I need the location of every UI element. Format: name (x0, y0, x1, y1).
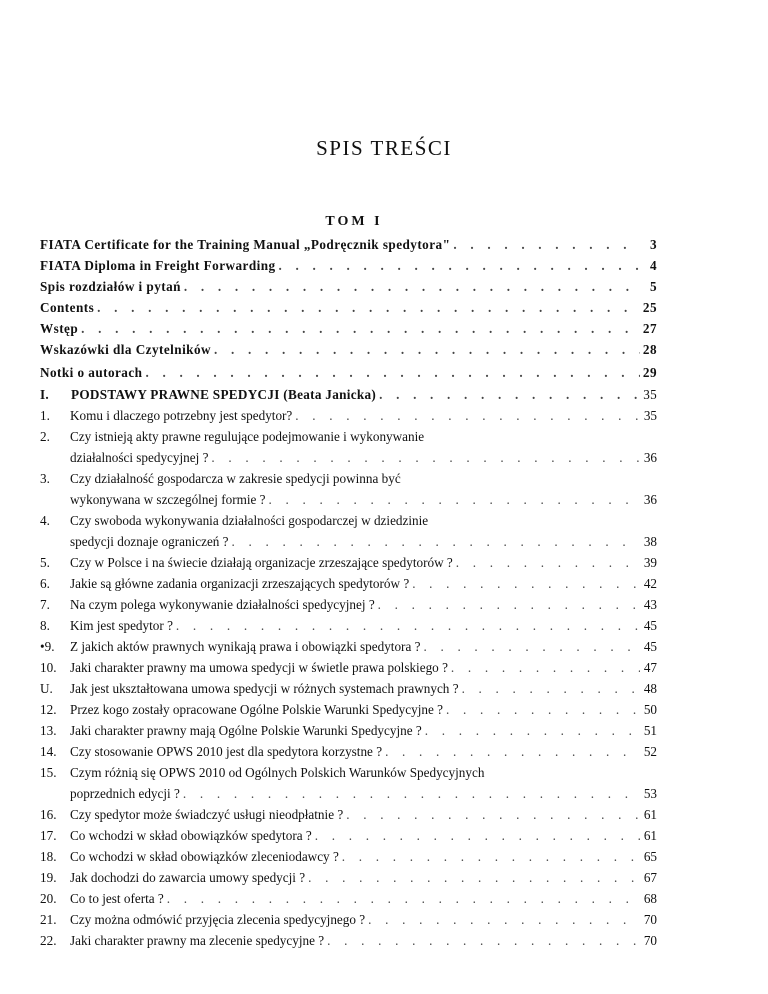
dot-leader (211, 447, 640, 468)
question-entry (40, 762, 657, 783)
entry-title: Czy stosowanie OPWS 2010 jest dla spedytora korzystne ? (70, 744, 383, 759)
page-title: SPIS TREŚCI (316, 136, 452, 160)
page-number: 53 (643, 786, 657, 801)
page-number: 70 (643, 933, 657, 948)
entry-title: Jaki charakter prawny mają Ogólne Polskie Warunki Spedycyjne ? (70, 723, 422, 738)
entry-title: wykonywana w szczególnej formie ? (70, 492, 266, 507)
dot-leader (462, 678, 640, 699)
toc-entry (40, 255, 657, 276)
entry-title: Jaki charakter prawny ma umowa spedycji w świetle prawa polskiego ? (70, 660, 448, 675)
page-number: 50 (643, 702, 657, 717)
dot-leader (269, 489, 640, 510)
entry-title: Jaki charakter prawny ma zlecenie spedycyjne ? (70, 933, 325, 948)
entry-title: Spis rozdziałów i pytań (40, 279, 181, 294)
entry-title: Na czym polega wykonywanie działalności spedycyjnej ? (70, 597, 375, 612)
page-number: 5 (649, 279, 657, 294)
entry-title: Czym różnią się OPWS 2010 od Ogólnych Polskich Warunków Spedycyjnych (70, 765, 485, 780)
page-number: 3 (649, 237, 657, 252)
entry-title: Czy można odmówić przyjęcia zlecenia spedycyjnego ? (70, 912, 366, 927)
dot-leader (368, 909, 640, 930)
entry-number: 1. (40, 408, 50, 423)
dot-leader (145, 362, 639, 383)
question-entry (40, 930, 657, 951)
dot-leader (378, 594, 640, 615)
entry-number: 14. (40, 744, 57, 759)
dot-leader (423, 636, 640, 657)
question-entry (40, 552, 657, 573)
entry-title: Czy w Polsce i na świecie działają organizacje zrzeszające spedytorów ? (70, 555, 453, 570)
entry-number: 6. (40, 576, 50, 591)
dot-leader (315, 825, 640, 846)
dot-leader (425, 720, 640, 741)
question-entry (40, 594, 657, 615)
toc-entry (40, 276, 657, 297)
page-number: 65 (643, 849, 657, 864)
entry-title: Contents (40, 300, 95, 315)
dot-leader (456, 552, 640, 573)
page-number: 43 (643, 597, 657, 612)
entry-title: Czy spedytor może świadczyć usługi nieodpłatnie ? (70, 807, 344, 822)
entry-number: 22. (40, 933, 57, 948)
page-number: 47 (643, 660, 657, 675)
entry-title: Jakie są główne zadania organizacji zrzeszających spedytorów ? (70, 576, 410, 591)
page-number: 48 (643, 681, 657, 696)
question-entry (40, 657, 657, 678)
question-entry-continued (40, 447, 657, 468)
entry-number: 8. (40, 618, 50, 633)
entry-title: Notki o autorach (40, 365, 143, 380)
dot-leader (214, 339, 640, 360)
entry-title: Jak jest ukształtowana umowa spedycji w różnych systemach prawnych ? (70, 681, 459, 696)
page-number: 45 (643, 618, 657, 633)
entry-number: 5. (40, 555, 50, 570)
entry-number: 2. (40, 429, 50, 444)
entry-title: Wskazówki dla Czytelników (40, 342, 211, 357)
question-entry (40, 636, 657, 657)
entry-title: FIATA Certificate for the Training Manual „Podręcznik spedytora" (40, 237, 451, 252)
dot-leader (176, 615, 640, 636)
question-entry (40, 699, 657, 720)
entry-number: 17. (40, 828, 57, 843)
page-number: 45 (643, 639, 657, 654)
page-number: 68 (643, 891, 657, 906)
page-number: 29 (642, 365, 657, 380)
entry-title: Z jakich aktów prawnych wynikają prawa i obowiązki spedytora ? (70, 639, 421, 654)
question-entry (40, 573, 657, 594)
toc-entry (40, 234, 657, 255)
page-number: 28 (642, 342, 657, 357)
entry-title: Kim jest spedytor ? (70, 618, 173, 633)
question-entry (40, 510, 657, 531)
toc-entry (40, 362, 657, 383)
question-entry (40, 888, 657, 909)
entry-title: Czy istnieją akty prawne regulujące podejmowanie i wykonywanie (70, 429, 425, 444)
question-entry (40, 846, 657, 867)
page-number: 38 (643, 534, 657, 549)
page-number: 39 (643, 555, 657, 570)
entry-title: Wstęp (40, 321, 79, 336)
question-entry (40, 867, 657, 888)
page-number: 61 (643, 807, 657, 822)
page-number: 36 (643, 450, 657, 465)
dot-leader (167, 888, 640, 909)
entry-title: poprzednich edycji ? (70, 786, 180, 801)
entry-number: 3. (40, 471, 50, 486)
dot-leader (183, 783, 640, 804)
entry-number: 18. (40, 849, 57, 864)
question-entry-continued (40, 783, 657, 804)
entry-title: Przez kogo zostały opracowane Ogólne Polskie Warunki Spedycyjne ? (70, 702, 443, 717)
question-entry (40, 615, 657, 636)
entry-title: Co wchodzi w skład obowiązków zleceniodawcy ? (70, 849, 339, 864)
question-entry-continued (40, 489, 657, 510)
page-number: 61 (643, 828, 657, 843)
entry-title: działalności spedycyjnej ? (70, 450, 209, 465)
volume-heading: TOM I (325, 214, 383, 229)
dot-leader (446, 699, 640, 720)
dot-leader (385, 741, 640, 762)
entry-number: 13. (40, 723, 57, 738)
question-entry (40, 909, 657, 930)
entry-title: spedycji doznaje ograniczeń ? (70, 534, 229, 549)
dot-leader (327, 930, 640, 951)
chapter-heading (40, 384, 657, 405)
dot-leader (451, 657, 640, 678)
entry-title: Jak dochodzi do zawarcia umowy spedycji ? (70, 870, 306, 885)
toc-entry (40, 318, 657, 339)
entry-number: 19. (40, 870, 57, 885)
entry-number: 10. (40, 660, 57, 675)
dot-leader (412, 573, 640, 594)
toc-entry (40, 297, 657, 318)
entry-number: 20. (40, 891, 57, 906)
entry-title: FIATA Diploma in Freight Forwarding (40, 258, 276, 273)
entry-title: Co to jest oferta ? (70, 891, 164, 906)
entry-title: PODSTAWY PRAWNE SPEDYCJI (Beata Janicka) (71, 387, 377, 402)
dot-leader (97, 297, 640, 318)
page-number: 4 (649, 258, 657, 273)
page-number: 35 (643, 408, 657, 423)
dot-leader (184, 276, 640, 297)
entry-number: 7. (40, 597, 50, 612)
dot-leader (81, 318, 640, 339)
question-entry (40, 405, 657, 426)
page-number: 70 (643, 912, 657, 927)
entry-number: 15. (40, 765, 57, 780)
page-number: 42 (643, 576, 657, 591)
question-entry (40, 741, 657, 762)
dot-leader (342, 846, 640, 867)
question-entry (40, 678, 657, 699)
page-number: 67 (643, 870, 657, 885)
page-number: 51 (643, 723, 657, 738)
question-entry-continued (40, 531, 657, 552)
dot-leader (295, 405, 640, 426)
entry-number: •9. (40, 639, 55, 654)
entry-title: Czy swoboda wykonywania działalności gospodarczej w dziedzinie (70, 513, 429, 528)
page-number: 52 (643, 744, 657, 759)
question-entry (40, 804, 657, 825)
dot-leader (308, 867, 640, 888)
page-number: 27 (642, 321, 657, 336)
dot-leader (453, 234, 640, 255)
dot-leader (346, 804, 640, 825)
dot-leader (232, 531, 640, 552)
entry-number: 4. (40, 513, 50, 528)
question-entry (40, 825, 657, 846)
entry-number: I. (40, 387, 50, 402)
entry-number: 21. (40, 912, 57, 927)
entry-title: Czy działalność gospodarcza w zakresie spedycji powinna być (70, 471, 401, 486)
dot-leader (379, 384, 640, 405)
toc-entry (40, 339, 657, 360)
question-entry (40, 426, 657, 447)
page-number: 25 (642, 300, 657, 315)
entry-number: U. (40, 681, 53, 696)
page-number: 36 (643, 492, 657, 507)
question-entry (40, 468, 657, 489)
page-number: 35 (643, 387, 657, 402)
entry-title: Co wchodzi w skład obowiązków spedytora ? (70, 828, 312, 843)
question-entry (40, 720, 657, 741)
entry-number: 16. (40, 807, 57, 822)
entry-number: 12. (40, 702, 57, 717)
entry-title: Komu i dlaczego potrzebny jest spedytor? (70, 408, 293, 423)
dot-leader (279, 255, 640, 276)
